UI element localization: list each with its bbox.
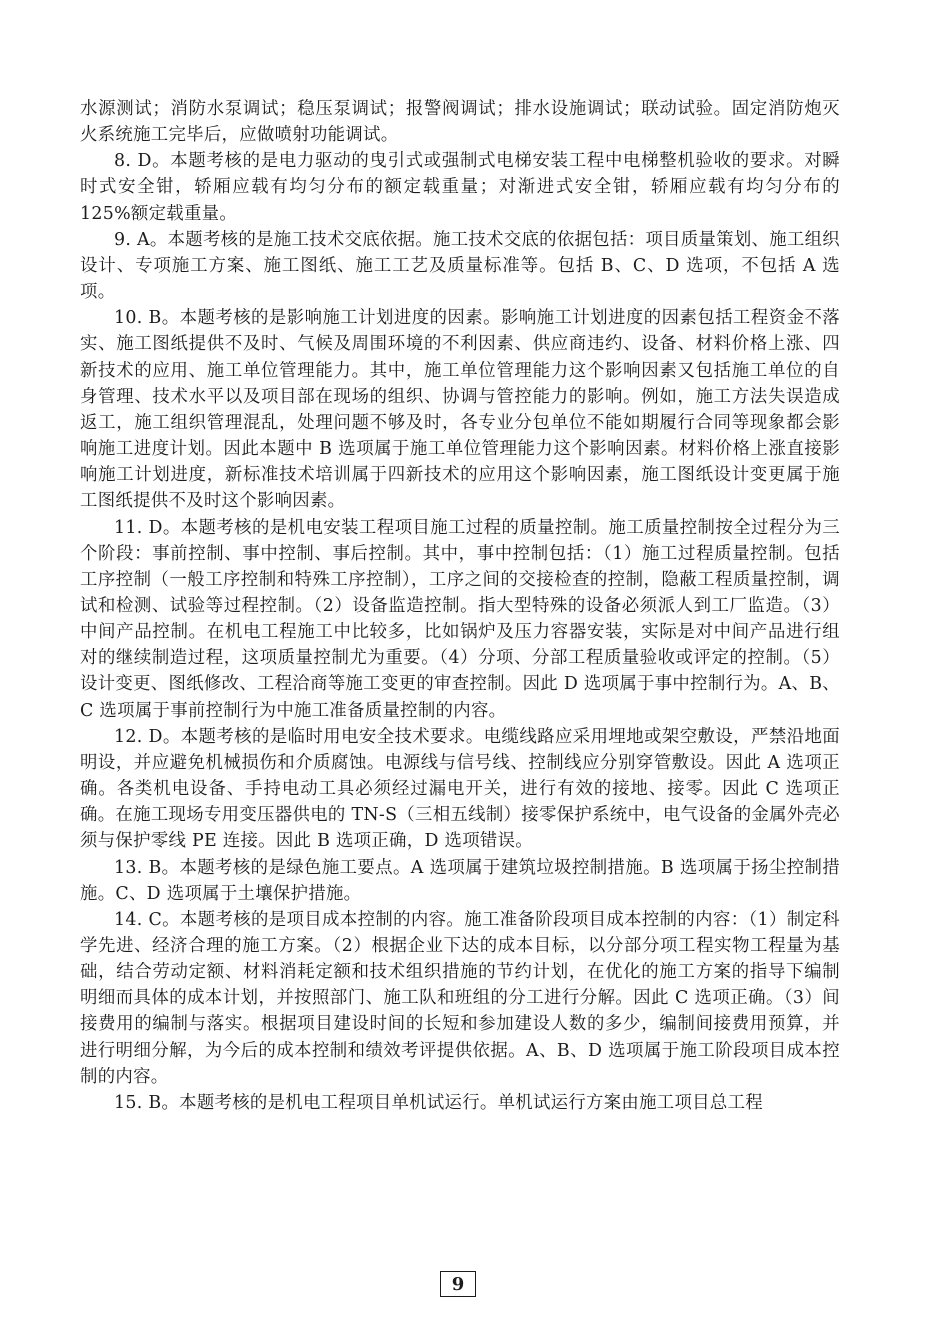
paragraph-continuation: 水源测试；消防水泵调试；稳压泵调试；报警阀调试；排水设施调试；联动试验。固定消防炮灭火系统施工完毕后，应做喷射功能调试。: [80, 99, 840, 146]
answer-paragraph-8: 8. D。本题考核的是电力驱动的曳引式或强制式电梯安装工程中电梯整机验收的要求。对瞬时式安全钳，轿厢应载有均匀分布的额定载重量；对渐进式安全钳，轿厢应载有均匀分布的 125%额定载重量。: [80, 151, 840, 224]
page-number: 9: [440, 1271, 476, 1297]
answer-paragraph-13: 13. B。本题考核的是绿色施工要点。A 选项属于建筑垃圾控制措施。B 选项属于扬尘控制措施。C、D 选项属于土壤保护措施。: [80, 857, 840, 904]
answer-paragraph-10: 10. B。本题考核的是影响施工计划进度的因素。影响施工计划进度的因素包括工程资金不落实、施工图纸提供不及时、气候及周围环境的不利因素、供应商违约、设备、材料价格上涨、四新技术的应用、施工单位管理能力。其中，施工单位管理能力这个影响因素又包括施工单位的自身管理、技术水平以及项目部在现场的组织、协调与管控能力的影响。例如，施工方法失误造成返工，施工组织管理混乱，处理问题不够及时，各专业分包单位不能如期履行合同等现象都会影响施工进度计划。因此本题中 B 选项属于施工单位管理能力这个影响因素。材料价格上涨直接影响施工计划进度，新标准技术培训属于四新技术的应用这个影响因素，施工图纸设计变更属于施工图纸提供不及时这个影响因素。: [80, 308, 840, 512]
answer-paragraph-11: 11. D。本题考核的是机电安装工程项目施工过程的质量控制。施工质量控制按全过程分为三个阶段：事前控制、事中控制、事后控制。其中，事中控制包括：（1）施工过程质量控制。包括工序控制（一般工序控制和特殊工序控制），工序之间的交接检查的控制，隐蔽工程质量控制，调试和检测、试验等过程控制。（2）设备监造控制。指大型特殊的设备必须派人到工厂监造。（3）中间产品控制。在机电工程施工中比较多，比如锅炉及压力容器安装，实际是对中间产品进行组对的继续制造过程，这项质量控制尤为重要。（4）分项、分部工程质量验收或评定的控制。（5）设计变更、图纸修改、工程洽商等施工变更的审查控制。因此 D 选项属于事中控制行为。A、B、C 选项属于事前控制行为中施工准备质量控制的内容。: [80, 517, 840, 721]
answer-paragraph-15: 15. B。本题考核的是机电工程项目单机试运行。单机试运行方案由施工项目总工程: [114, 1092, 763, 1113]
answer-paragraph-14: 14. C。本题考核的是项目成本控制的内容。施工准备阶段项目成本控制的内容：（1）制定科学先进、经济合理的施工方案。（2）根据企业下达的成本目标，以分部分项工程实物工程量为基础，结合劳动定额、材料消耗定额和技术组织措施的节约计划，在优化的施工方案的指导下编制明细而具体的成本计划，并按照部门、施工队和班组的分工进行分解。因此 C 选项正确。（3）间接费用的编制与落实。根据项目建设时间的长短和参加建设人数的多少，编制间接费用预算，并进行明细分解，为今后的成本控制和绩效考评提供依据。A、B、D 选项属于施工阶段项目成本控制的内容。: [80, 909, 840, 1087]
answer-paragraph-9: 9. A。本题考核的是施工技术交底依据。施工技术交底的依据包括：项目质量策划、施工组织设计、专项施工方案、施工图纸、施工工艺及质量标准等。包括 B、C、D 选项，不包括 A 选项。: [80, 229, 840, 303]
document-body: [80, 96, 840, 1116]
answer-paragraph-12: 12. D。本题考核的是临时用电安全技术要求。电缆线路应采用埋地或架空敷设，严禁沿地面明设，并应避免机械损伤和介质腐蚀。电源线与信号线、控制线应分别穿管敷设。因此 A 选项正确。各类机电设备、手持电动工具必须经过漏电开关，进行有效的接地、接零。因此 C 选项正确。在施工现场专用变压器供电的 TN-S（三相五线制）接零保护系统中，电气设备的金属外壳必须与保护零线 PE 连接。因此 B 选项正确，D 选项错误。: [80, 726, 840, 852]
